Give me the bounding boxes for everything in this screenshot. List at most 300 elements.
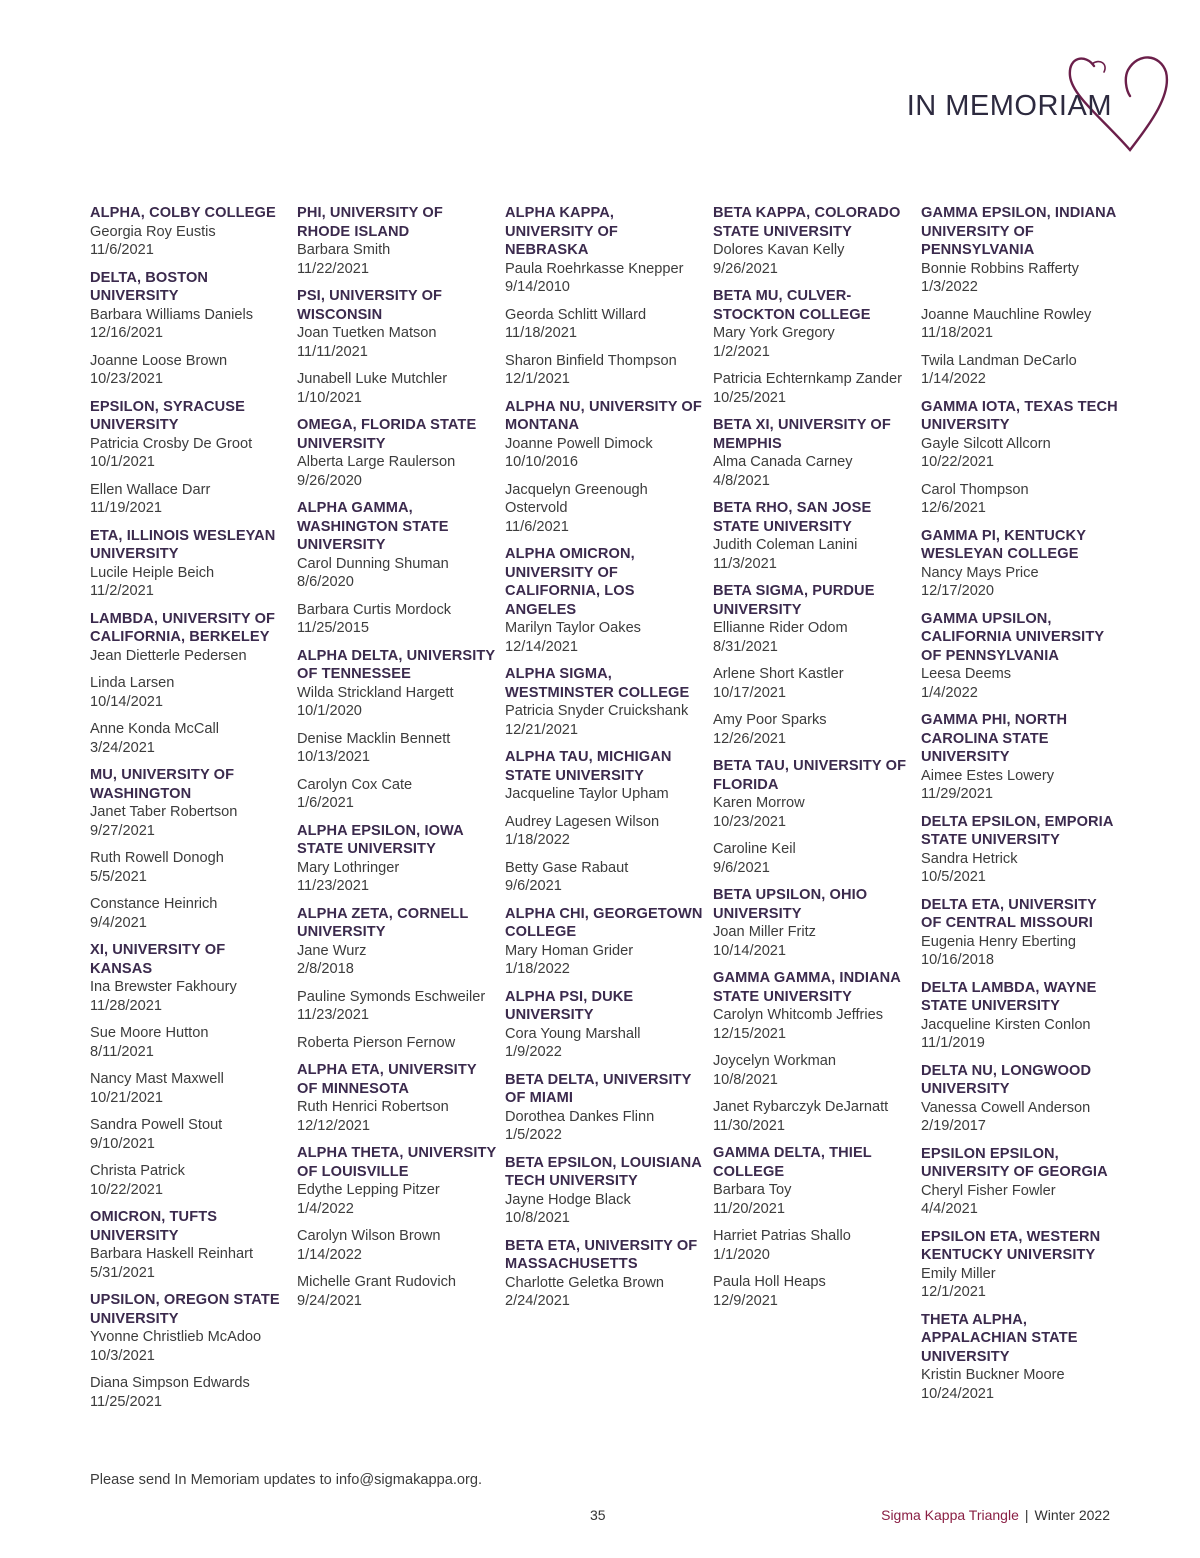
memorial-entry xyxy=(297,1181,497,1218)
chapter-section xyxy=(713,499,913,573)
memorial-entry xyxy=(713,840,913,877)
chapter-heading: DELTA ETA, UNIVERSITY OF CENTRAL MISSOURI xyxy=(921,896,1097,931)
member-name: Michelle Grant Rudovich xyxy=(297,1274,456,1290)
chapter-section xyxy=(921,398,1121,518)
column-5 xyxy=(921,204,1121,1412)
death-date: 9/24/2021 xyxy=(297,1292,362,1309)
memorial-entry xyxy=(505,435,705,472)
chapter-section xyxy=(505,665,705,739)
memorial-entry xyxy=(90,564,290,601)
chapter-section xyxy=(921,1228,1121,1302)
memorial-entry xyxy=(921,306,1121,343)
memorial-entry xyxy=(713,536,913,573)
member-name: Joycelyn Workman xyxy=(713,1053,837,1069)
memorial-entry xyxy=(505,1025,705,1062)
member-name: Karen Morrow xyxy=(713,795,805,811)
memorial-entry xyxy=(505,859,705,896)
death-date: 9/4/2021 xyxy=(90,914,147,931)
column-1 xyxy=(90,204,290,1420)
memorial-entry xyxy=(921,767,1121,804)
death-date: 2/19/2017 xyxy=(921,1118,986,1134)
chapter-heading: ALPHA TAU, MICHIGAN STATE UNIVERSITY xyxy=(505,749,672,784)
chapter-heading: DELTA, BOSTON UNIVERSITY xyxy=(90,269,209,304)
memorial-entry xyxy=(921,1016,1121,1053)
death-date: 10/3/2021 xyxy=(90,1347,155,1364)
chapter-section xyxy=(297,905,497,1053)
chapter-section xyxy=(713,757,913,877)
memorial-entry xyxy=(921,1366,1121,1403)
death-date: 10/25/2021 xyxy=(713,389,787,406)
member-name: Junabell Luke Mutchler xyxy=(297,371,448,387)
memorial-entry xyxy=(297,1273,497,1310)
chapter-heading: EPSILON, SYRACUSE UNIVERSITY xyxy=(90,398,245,433)
chapter-section xyxy=(921,813,1121,887)
memorial-entry xyxy=(921,850,1121,887)
chapter-section xyxy=(90,398,290,518)
memorial-entry xyxy=(90,1374,290,1411)
chapter-section xyxy=(90,766,290,932)
chapter-section xyxy=(505,204,705,389)
member-name: Ellen Wallace Darr xyxy=(90,481,211,498)
memorial-entry xyxy=(713,1181,913,1218)
chapter-heading: MU, UNIVERSITY OF WASHINGTON xyxy=(90,767,235,802)
chapter-section xyxy=(297,1144,497,1310)
memorial-entry xyxy=(713,1273,913,1310)
death-date: 10/22/2021 xyxy=(921,454,995,470)
chapter-section xyxy=(297,204,497,278)
chapter-heading: ALPHA SIGMA, WESTMINSTER COLLEGE xyxy=(505,666,690,701)
page-number: 35 xyxy=(590,1507,606,1523)
death-date: 10/16/2018 xyxy=(921,952,995,968)
memorial-entry xyxy=(505,260,705,297)
memorial-entry xyxy=(505,619,705,656)
death-date: 12/26/2021 xyxy=(713,730,787,747)
column-3 xyxy=(505,204,705,1320)
chapter-heading: GAMMA GAMMA, INDIANA STATE UNIVERSITY xyxy=(713,970,901,1005)
chapter-section xyxy=(713,416,913,490)
chapter-section xyxy=(713,582,913,748)
chapter-heading: UPSILON, OREGON STATE UNIVERSITY xyxy=(90,1292,280,1327)
memorial-entry xyxy=(713,665,913,702)
chapter-section xyxy=(505,1237,705,1311)
death-date: 10/8/2021 xyxy=(505,1210,570,1226)
member-name: Ellianne Rider Odom xyxy=(713,620,848,636)
memorial-entry xyxy=(713,619,913,656)
memorial-entry xyxy=(297,988,497,1025)
chapter-heading: OMICRON, TUFTS UNIVERSITY xyxy=(90,1209,218,1244)
member-name: Leesa Deems xyxy=(921,666,1012,682)
death-date: 12/9/2021 xyxy=(713,1292,778,1309)
member-name: Barbara Haskell Reinhart xyxy=(90,1246,254,1262)
chapter-heading: BETA KAPPA, COLORADO STATE UNIVERSITY xyxy=(713,205,901,240)
chapter-heading: BETA DELTA, UNIVERSITY OF MIAMI xyxy=(505,1071,692,1106)
death-date: 1/2/2021 xyxy=(713,343,770,360)
memorial-entry xyxy=(297,370,497,407)
death-date: 10/13/2021 xyxy=(297,749,371,765)
chapter-section xyxy=(297,416,497,490)
chapter-heading: ALPHA CHI, GEORGETOWN COLLEGE xyxy=(505,905,703,940)
masthead-separator: | xyxy=(1024,1507,1029,1523)
chapter-heading: BETA UPSILON, OHIO UNIVERSITY xyxy=(713,887,868,922)
death-date: 10/23/2021 xyxy=(713,813,787,830)
member-name: Joanne Mauchline Rowley xyxy=(921,306,1092,323)
death-date: 11/28/2021 xyxy=(90,997,162,1014)
death-date: 11/11/2021 xyxy=(297,343,368,360)
death-date: 5/31/2021 xyxy=(90,1264,155,1281)
death-date: 1/10/2021 xyxy=(297,389,362,406)
death-date: 12/16/2021 xyxy=(90,325,164,341)
member-name: Sandra Hetrick xyxy=(921,850,1018,867)
death-date: 8/31/2021 xyxy=(713,638,778,655)
chapter-section xyxy=(921,527,1121,601)
member-name: Vanessa Cowell Anderson xyxy=(921,1099,1091,1116)
member-name: Lucile Heiple Beich xyxy=(90,564,215,581)
death-date: 1/14/2022 xyxy=(297,1246,362,1263)
memorial-entry xyxy=(90,352,290,389)
member-name: Carol Thompson xyxy=(921,481,1029,498)
issue-label: Winter 2022 xyxy=(1034,1507,1110,1523)
memorial-entry xyxy=(921,933,1121,970)
member-name: Sue Moore Hutton xyxy=(90,1025,209,1041)
death-date: 11/2/2021 xyxy=(90,583,154,599)
death-date: 1/6/2021 xyxy=(297,795,354,811)
member-name: Charlotte Geletka Brown xyxy=(505,1274,664,1291)
memorial-columns xyxy=(90,204,1120,1464)
chapter-heading: LAMBDA, UNIVERSITY OF CALIFORNIA, BERKELEY xyxy=(90,610,276,645)
member-name: Jean Dietterle Pedersen xyxy=(90,647,247,664)
member-name: Arlene Short Kastler xyxy=(713,666,844,682)
memorial-entry xyxy=(90,1024,290,1061)
memorial-entry xyxy=(921,481,1121,518)
death-date: 12/17/2020 xyxy=(921,583,995,599)
member-name: Mary Lothringer xyxy=(297,859,400,876)
death-date: 11/3/2021 xyxy=(713,555,777,572)
memorial-entry xyxy=(90,306,290,343)
death-date: 1/1/2020 xyxy=(713,1246,770,1263)
chapter-heading: ALPHA PSI, DUKE UNIVERSITY xyxy=(505,988,634,1023)
death-date: 9/26/2020 xyxy=(297,472,362,489)
chapter-section xyxy=(921,896,1121,970)
memorial-entry xyxy=(297,555,497,592)
chapter-section xyxy=(505,545,705,656)
page-header xyxy=(0,0,1200,160)
chapter-heading: DELTA LAMBDA, WAYNE STATE UNIVERSITY xyxy=(921,979,1097,1014)
death-date: 11/23/2021 xyxy=(297,878,369,894)
member-name: Linda Larsen xyxy=(90,675,175,691)
chapter-heading: ALPHA, COLBY COLLEGE xyxy=(90,205,276,221)
chapter-section xyxy=(921,610,1121,703)
member-name: Carolyn Cox Cate xyxy=(297,776,413,793)
memorial-entry xyxy=(90,481,290,518)
member-name: Betty Gase Rabaut xyxy=(505,859,629,876)
chapter-heading: GAMMA DELTA, THIEL COLLEGE xyxy=(713,1145,872,1180)
death-date: 11/1/2019 xyxy=(921,1035,985,1051)
chapter-heading: BETA MU, CULVER-STOCKTON COLLEGE xyxy=(713,288,871,323)
death-date: 12/1/2021 xyxy=(505,371,570,387)
member-name: Mary York Gregory xyxy=(713,325,835,341)
member-name: Ruth Henrici Robertson xyxy=(297,1099,449,1115)
member-name: Janet Rybarczyk DeJarnatt xyxy=(713,1099,889,1115)
member-name: Sandra Powell Stout xyxy=(90,1117,223,1133)
column-4 xyxy=(713,204,913,1319)
member-name: Barbara Curtis Mordock xyxy=(297,601,452,618)
memorial-entry xyxy=(90,1162,290,1199)
memorial-entry xyxy=(90,978,290,1015)
member-name: Kristin Buckner Moore xyxy=(921,1367,1065,1383)
chapter-section xyxy=(713,287,913,407)
memorial-entry xyxy=(713,794,913,831)
death-date: 12/6/2021 xyxy=(921,500,986,516)
chapter-section xyxy=(921,1062,1121,1136)
memorial-entry xyxy=(297,453,497,490)
member-name: Amy Poor Sparks xyxy=(713,712,827,728)
death-date: 9/10/2021 xyxy=(90,1135,155,1152)
death-date: 9/14/2010 xyxy=(505,279,570,295)
member-name: Sharon Binfield Thompson xyxy=(505,352,677,369)
chapter-heading: EPSILON ETA, WESTERN KENTUCKY UNIVERSITY xyxy=(921,1228,1101,1263)
death-date: 5/5/2021 xyxy=(90,868,147,885)
memorial-entry xyxy=(297,730,497,767)
member-name: Roberta Pierson Fernow xyxy=(297,1034,456,1051)
death-date: 4/4/2021 xyxy=(921,1201,978,1217)
memorial-entry xyxy=(297,684,497,721)
memorial-entry xyxy=(297,776,497,813)
memorial-entry xyxy=(505,352,705,389)
memorial-entry xyxy=(713,241,913,278)
chapter-heading: GAMMA PHI, NORTH CAROLINA STATE UNIVERSITY xyxy=(921,712,1068,765)
chapter-heading: GAMMA EPSILON, INDIANA UNIVERSITY OF PENNSYLVANIA xyxy=(921,205,1116,258)
death-date: 9/27/2021 xyxy=(90,822,155,839)
member-name: Yvonne Christlieb McAdoo xyxy=(90,1329,262,1345)
member-name: Nancy Mays Price xyxy=(921,564,1039,581)
death-date: 12/15/2021 xyxy=(713,1025,787,1042)
member-name: Emily Miller xyxy=(921,1265,996,1282)
memorial-entry xyxy=(713,923,913,960)
member-name: Ruth Rowell Donogh xyxy=(90,850,224,866)
chapter-section xyxy=(713,886,913,960)
memorial-entry xyxy=(921,435,1121,472)
member-name: Joan Miller Fritz xyxy=(713,924,816,940)
memorial-entry xyxy=(505,785,705,804)
memorial-entry xyxy=(921,1265,1121,1302)
memorial-entry xyxy=(921,352,1121,389)
memorial-entry xyxy=(90,1070,290,1107)
memorial-entry xyxy=(90,720,290,757)
memorial-entry xyxy=(90,435,290,472)
memorial-entry xyxy=(90,223,290,260)
death-date: 11/19/2021 xyxy=(90,500,162,516)
member-name: Barbara Williams Daniels xyxy=(90,306,254,323)
chapter-heading: DELTA NU, LONGWOOD UNIVERSITY xyxy=(921,1062,1092,1097)
death-date: 10/1/2021 xyxy=(90,454,155,470)
death-date: 10/21/2021 xyxy=(90,1089,164,1106)
member-name: Paula Roehrkasse Knepper xyxy=(505,260,684,277)
member-name: Jacqueline Kirsten Conlon xyxy=(921,1016,1091,1033)
memorial-entry xyxy=(90,849,290,886)
chapter-heading: GAMMA IOTA, TEXAS TECH UNIVERSITY xyxy=(921,398,1118,433)
chapter-heading: ALPHA GAMMA, WASHINGTON STATE UNIVERSITY xyxy=(297,500,449,553)
member-name: Eugenia Henry Eberting xyxy=(921,933,1076,950)
chapter-section xyxy=(921,204,1121,389)
memorial-entry xyxy=(90,674,290,711)
memorial-entry xyxy=(90,803,290,840)
chapter-heading: DELTA EPSILON, EMPORIA STATE UNIVERSITY xyxy=(921,813,1113,848)
death-date: 12/21/2021 xyxy=(505,721,579,738)
chapter-section xyxy=(505,988,705,1062)
member-name: Patricia Snyder Cruickshank xyxy=(505,703,689,719)
death-date: 12/12/2021 xyxy=(297,1117,371,1134)
member-name: Audrey Lagesen Wilson xyxy=(505,813,660,830)
chapter-heading: BETA XI, UNIVERSITY OF MEMPHIS xyxy=(713,417,891,452)
member-name: Harriet Patrias Shallo xyxy=(713,1228,851,1244)
memorial-entry xyxy=(713,453,913,490)
memorial-entry xyxy=(297,601,497,638)
chapter-heading: BETA SIGMA, PURDUE UNIVERSITY xyxy=(713,583,875,618)
member-name: Gayle Silcott Allcorn xyxy=(921,435,1051,452)
chapter-section xyxy=(921,979,1121,1053)
death-date: 1/18/2022 xyxy=(505,832,570,848)
member-name: Christa Patrick xyxy=(90,1163,185,1179)
chapter-heading: BETA RHO, SAN JOSE STATE UNIVERSITY xyxy=(713,500,872,535)
chapter-section xyxy=(505,1154,705,1228)
death-date: 11/30/2021 xyxy=(713,1117,785,1134)
member-name: Geordа Schlitt Willard xyxy=(505,306,647,323)
chapter-section xyxy=(713,969,913,1135)
death-date: 11/25/2021 xyxy=(90,1393,162,1410)
memorial-entry xyxy=(713,711,913,748)
death-date: 4/8/2021 xyxy=(713,472,770,489)
death-date: 9/6/2021 xyxy=(713,859,770,876)
death-date: 10/17/2021 xyxy=(713,684,787,701)
chapter-section xyxy=(90,269,290,389)
death-date: 3/24/2021 xyxy=(90,739,155,756)
death-date: 1/4/2022 xyxy=(921,684,978,701)
chapter-section xyxy=(90,1291,290,1411)
page-title: IN MEMORIAM xyxy=(906,90,1112,122)
chapter-heading: PSI, UNIVERSITY OF WISCONSIN xyxy=(297,288,443,323)
death-date: 11/23/2021 xyxy=(297,1007,369,1023)
column-2 xyxy=(297,204,497,1319)
death-date: 10/14/2021 xyxy=(90,693,164,710)
member-name: Carol Dunning Shuman xyxy=(297,555,449,572)
chapter-heading: GAMMA UPSILON, CALIFORNIA UNIVERSITY OF PENNSYLVANIA xyxy=(921,610,1104,664)
death-date: 9/26/2021 xyxy=(713,260,778,277)
member-name: Caroline Keil xyxy=(713,841,796,857)
chapter-heading: ALPHA OMICRON, UNIVERSITY OF CALIFORNIA, LOS ANGELES xyxy=(505,546,635,618)
death-date: 1/14/2022 xyxy=(921,371,986,387)
death-date: 10/24/2021 xyxy=(921,1385,995,1402)
death-date: 10/8/2021 xyxy=(713,1071,778,1088)
member-name: Jayne Hodge Black xyxy=(505,1191,631,1208)
member-name: Diana Simpson Edwards xyxy=(90,1375,250,1391)
death-date: 12/14/2021 xyxy=(505,638,579,655)
death-date: 11/25/2015 xyxy=(297,620,369,636)
memorial-entry xyxy=(505,481,705,537)
chapter-section xyxy=(297,1061,497,1135)
member-name: Twila Landman DeCarlo xyxy=(921,352,1077,369)
chapter-section xyxy=(297,287,497,407)
memorial-entry xyxy=(505,1274,705,1311)
chapter-heading: THETA ALPHA, APPALACHIAN STATE UNIVERSITY xyxy=(921,1311,1078,1365)
chapter-heading: BETA ETA, UNIVERSITY OF MASSACHUSETTS xyxy=(505,1237,698,1272)
memorial-entry xyxy=(921,564,1121,601)
chapter-heading: XI, UNIVERSITY OF KANSAS xyxy=(90,942,226,977)
death-date: 10/22/2021 xyxy=(90,1181,164,1198)
memorial-entry xyxy=(921,1099,1121,1136)
chapter-heading: BETA TAU, UNIVERSITY OF FLORIDA xyxy=(713,758,907,793)
death-date: 11/18/2021 xyxy=(505,325,577,341)
memorial-entry xyxy=(713,1098,913,1135)
member-name: Patricia Echternkamp Zander xyxy=(713,371,902,387)
memorial-entry xyxy=(505,1191,705,1228)
memorial-entry xyxy=(505,702,705,739)
chapter-section xyxy=(90,1208,290,1282)
chapter-section xyxy=(505,748,705,896)
memorial-entry xyxy=(713,370,913,407)
death-date: 11/22/2021 xyxy=(297,260,369,277)
memorial-entry xyxy=(297,859,497,896)
memorial-entry xyxy=(921,665,1121,702)
member-name: Denise Macklin Bennett xyxy=(297,730,451,747)
memorial-entry xyxy=(90,895,290,932)
death-date: 1/3/2022 xyxy=(921,279,978,295)
member-name: Cheryl Fisher Fowler xyxy=(921,1182,1056,1199)
memorial-entry xyxy=(713,1052,913,1089)
member-name: Jacquelyn Greenough Ostervold xyxy=(505,481,648,516)
member-name: Wilda Strickland Hargett xyxy=(297,684,454,701)
death-date: 11/20/2021 xyxy=(713,1200,785,1217)
member-name: Judith Coleman Lanini xyxy=(713,537,858,553)
memorial-entry xyxy=(713,1006,913,1043)
death-date: 1/9/2022 xyxy=(505,1044,562,1060)
chapter-section xyxy=(713,1144,913,1310)
death-date: 11/6/2021 xyxy=(505,518,569,535)
member-name: Carolyn Whitcomb Jeffries xyxy=(713,1007,884,1023)
publication-name: Sigma Kappa Triangle xyxy=(881,1507,1019,1523)
death-date: 1/18/2022 xyxy=(505,961,570,977)
chapter-heading: ETA, ILLINOIS WESLEYAN UNIVERSITY xyxy=(90,527,276,562)
member-name: Jane Wurz xyxy=(297,942,367,959)
death-date: 11/29/2021 xyxy=(921,786,993,802)
memorial-entry xyxy=(90,647,290,666)
death-date: 10/23/2021 xyxy=(90,371,164,387)
member-name: Constance Heinrich xyxy=(90,896,218,912)
memorial-entry xyxy=(297,942,497,979)
death-date: 12/1/2021 xyxy=(921,1284,986,1300)
member-name: Janet Taber Robertson xyxy=(90,804,238,820)
member-name: Marilyn Taylor Oakes xyxy=(505,620,641,636)
memorial-entry xyxy=(921,260,1121,297)
chapter-section xyxy=(297,499,497,638)
member-name: Nancy Mast Maxwell xyxy=(90,1071,224,1087)
member-name: Georgia Roy Eustis xyxy=(90,223,216,240)
chapter-section xyxy=(505,905,705,979)
member-name: Mary Homan Grider xyxy=(505,942,634,959)
chapter-section xyxy=(297,647,497,813)
chapter-heading: ALPHA NU, UNIVERSITY OF MONTANA xyxy=(505,398,702,433)
death-date: 11/18/2021 xyxy=(921,325,993,341)
death-date: 1/4/2022 xyxy=(297,1200,354,1217)
member-name: Paula Holl Heaps xyxy=(713,1274,826,1290)
member-name: Patricia Crosby De Groot xyxy=(90,435,253,452)
chapter-section xyxy=(297,822,497,896)
memorial-entry xyxy=(297,1098,497,1135)
memorial-entry xyxy=(297,1227,497,1264)
chapter-heading: ALPHA THETA, UNIVERSITY OF LOUISVILLE xyxy=(297,1145,497,1180)
member-name: Carolyn Wilson Brown xyxy=(297,1228,441,1244)
member-name: Jacqueline Taylor Upham xyxy=(505,786,669,802)
death-date: 10/5/2021 xyxy=(921,869,986,885)
